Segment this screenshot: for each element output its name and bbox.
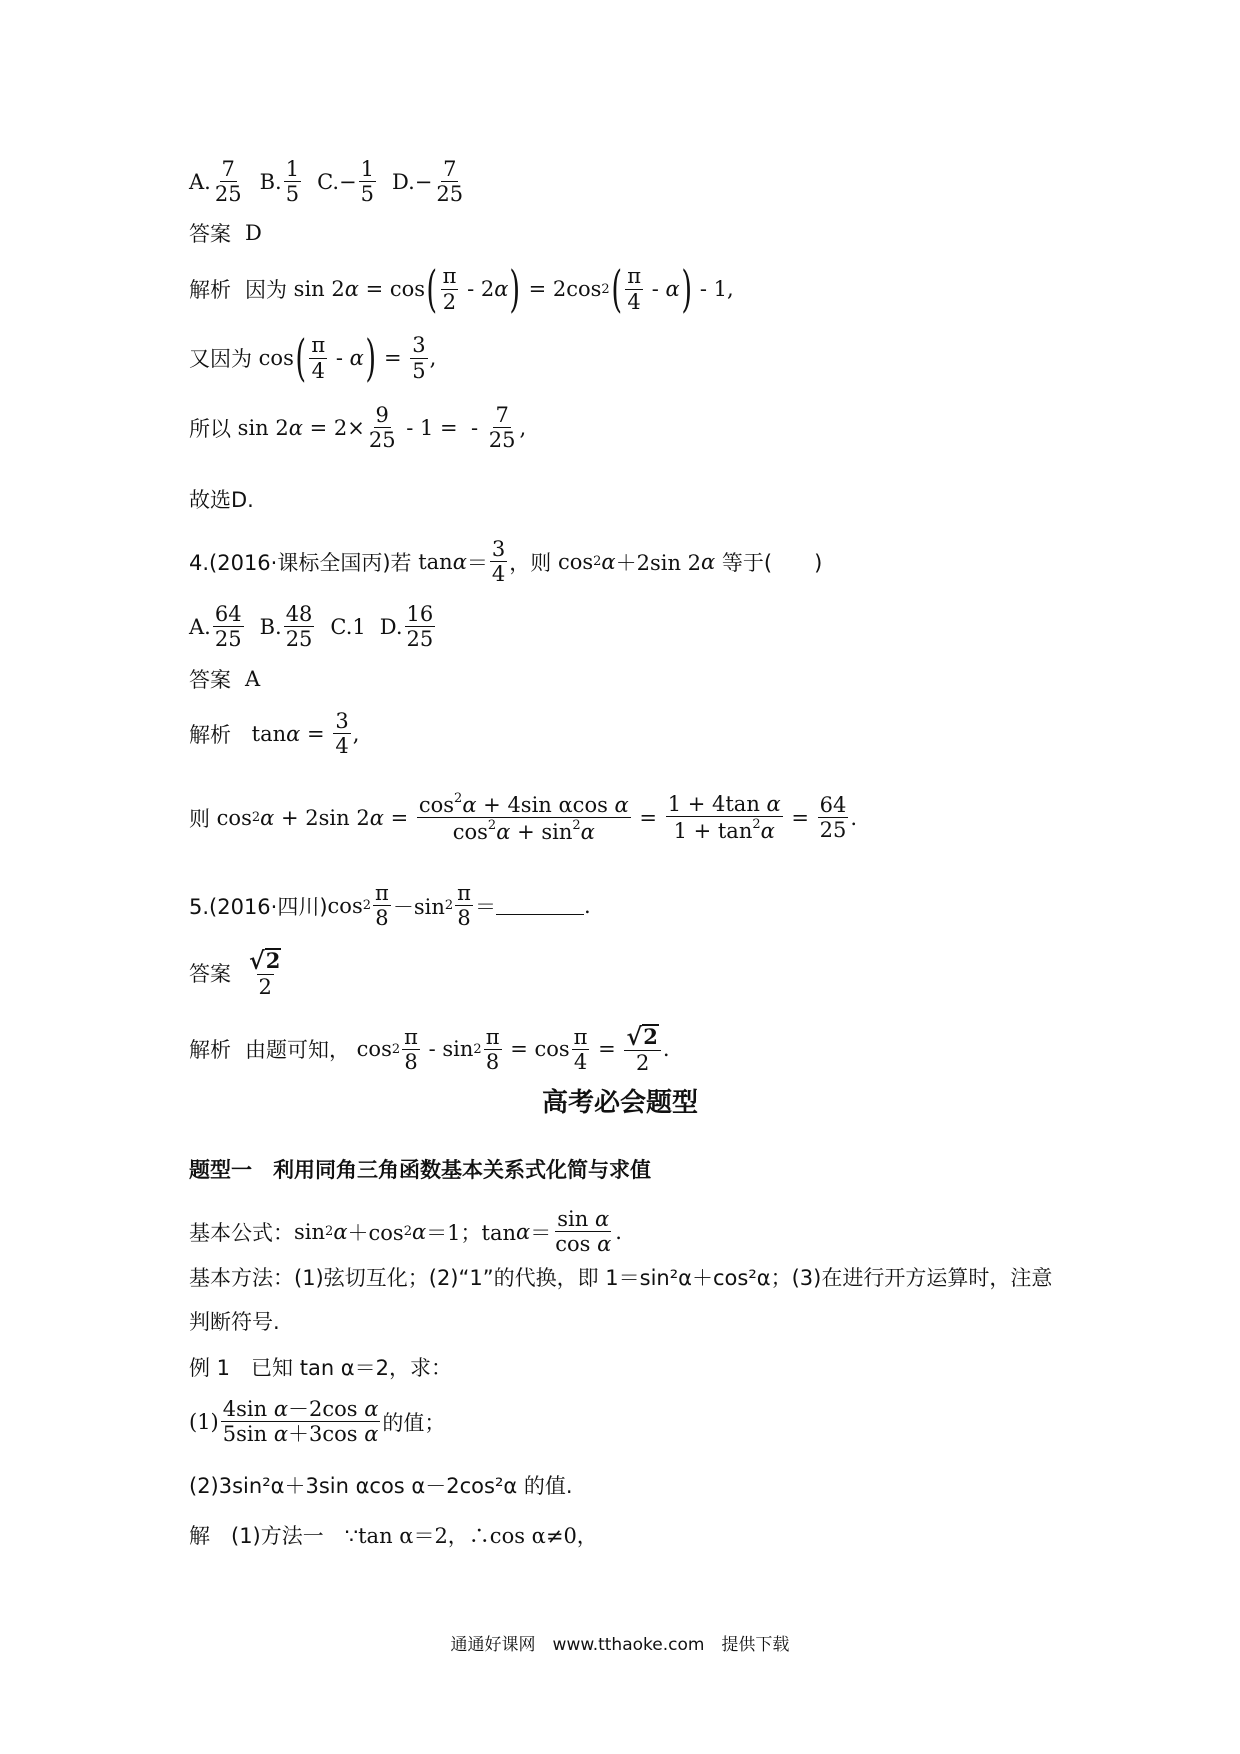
answer-blank — [496, 896, 584, 915]
type1-heading: 题型一 利用同角三角函数基本关系式化简与求值 — [189, 1158, 651, 1182]
answer-value: D — [245, 221, 262, 245]
answer-label: 答案 — [189, 222, 231, 246]
step-lead: 又因为 — [189, 347, 252, 371]
section-title: 高考必会题型 — [541, 1088, 698, 1118]
solution-lead: 解 (1)方法一 — [189, 1524, 345, 1548]
formula-label: 基本公式： — [189, 1220, 294, 1245]
answer-label: 答案 — [189, 962, 231, 987]
q4-stem-suffix: 等于( ) — [721, 550, 823, 575]
q5-stem-prefix: 5.(2016·四川) — [189, 894, 328, 919]
q4-analysis-line1: 解析 tan α = 3 4 , — [189, 709, 360, 759]
example-part1: (1) 4sin α－2cos α 5sin α＋3cos α 的值； — [189, 1397, 446, 1447]
q3-analysis-line3: 所以 sin 2 α = 2× 9 25 - 1 = - 7 25 , — [189, 403, 527, 453]
solution-text: ∵tan α＝2，∴cos α≠0， — [344, 1524, 598, 1548]
footer: 通通好课网 www.tthaoke.com 提供下载 — [450, 1635, 790, 1655]
q3-analysis-line1: 解析 因为 sin 2 α = cos ( π 2 - 2 α ) = 2cos 2 ( π 4 - α ) - 1, — [189, 260, 734, 318]
step-lead: 所以 — [189, 416, 231, 441]
analysis-label: 解析 — [189, 1038, 231, 1063]
step-lead: 则 — [189, 806, 210, 831]
example-label: 例 1 已知 tan α＝2，求： — [189, 1356, 453, 1380]
step-lead: 因为 — [245, 278, 287, 302]
q5-answer: 答案 √ 2 2 — [189, 946, 281, 1000]
basic-formula: 基本公式： sin 2 α ＋cos 2 α ＝1；tan α ＝ sin α cos α . — [189, 1207, 622, 1257]
analysis-label: 解析 — [189, 722, 231, 747]
q3-conclusion: 故选D. — [189, 488, 254, 512]
q4-answer — [189, 664, 260, 694]
analysis-label: 解析 — [189, 278, 231, 302]
q4-options: A. 64 25 B. 48 25 C.1 D. 16 25 — [189, 602, 434, 652]
q3-answer — [189, 218, 262, 248]
part1-suffix: 的值； — [382, 1410, 446, 1435]
q4-stem: 4.(2016·课标全国丙)若 tan α ＝ 3 4 ，则 cos 2 α ＋2sin 2 α 等于( ) — [189, 537, 823, 587]
method-line1: 基本方法：(1)弦切互化；(2)“1”的代换，即 1＝sin²α＋cos²α；(3)在进行开方运算时，注意 — [189, 1266, 1053, 1290]
solution-line — [189, 1520, 598, 1550]
answer-value: A — [245, 667, 261, 691]
q4-stem-mid: ，则 — [509, 550, 552, 575]
q4-stem-prefix: 4.(2016·课标全国丙)若 — [189, 550, 412, 575]
example-part2: (2)3sin²α＋3sin αcos α－2cos²α 的值. — [189, 1474, 573, 1498]
q5-analysis: 解析 由题可知， cos 2 π 8 - sin 2 π 8 = cos π 4 = √ 2 2 . — [189, 1022, 670, 1076]
q5-stem: 5.(2016·四川) cos 2 π 8 －sin 2 π 8 ＝ . — [189, 881, 591, 931]
answer-label: 答案 — [189, 668, 231, 692]
method-line2: 判断符号. — [189, 1310, 280, 1334]
q3-analysis-line2: 又因为 cos ( π 4 - α ) = 3 5 , — [189, 329, 437, 387]
analysis-lead: 由题可知， — [245, 1038, 350, 1063]
q3-options: A. 7 25 B. 1 5 C.− 1 5 D.− 7 25 — [189, 157, 464, 207]
q4-analysis-line2: 则 cos 2 α + 2sin 2 α = $\cos^2\alpha + 4\sin$ αcos α $\cos^2\alpha + \sin^2\alpha$ = 1 + 4tan α $1 + \tan^2\alpha$ = 64 25 . — [189, 791, 858, 845]
